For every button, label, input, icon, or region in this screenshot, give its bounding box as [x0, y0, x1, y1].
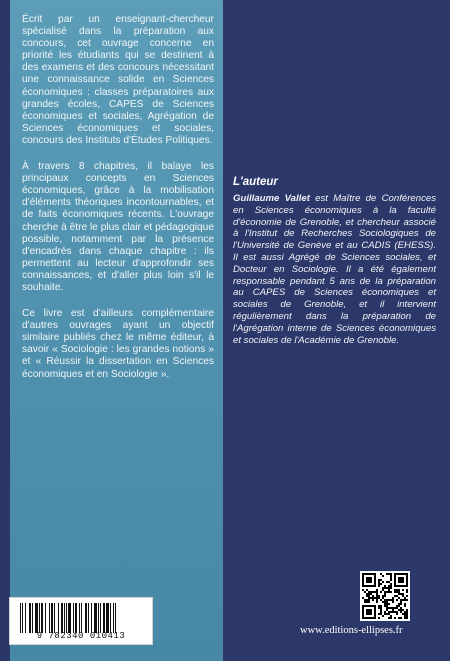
qr-module: [378, 581, 380, 583]
qr-module: [384, 599, 386, 601]
qr-module: [400, 601, 402, 603]
qr-module: [380, 605, 382, 607]
qr-finder: [366, 577, 372, 583]
qr-module: [390, 607, 392, 609]
barcode-bar: [32, 603, 33, 633]
qr-module: [398, 597, 400, 599]
barcode-bar: [54, 603, 55, 633]
qr-module: [398, 617, 400, 619]
barcode-bar: [22, 603, 23, 633]
qr-module: [400, 617, 402, 619]
qr-module: [362, 589, 364, 591]
qr-module: [388, 617, 390, 619]
qr-module: [406, 599, 408, 601]
qr-module: [388, 587, 390, 589]
qr-module: [406, 613, 408, 615]
qr-module: [392, 611, 394, 613]
qr-module: [394, 617, 396, 619]
qr-module: [388, 611, 390, 613]
qr-module: [370, 591, 372, 593]
qr-module: [402, 593, 404, 595]
qr-module: [402, 589, 404, 591]
qr-module: [382, 595, 384, 597]
qr-module: [404, 597, 406, 599]
qr-module: [406, 609, 408, 611]
qr-module: [404, 603, 406, 605]
book-description: [22, 14, 214, 395]
description-paragraph-3: Ce livre est d'ailleurs complémentaire d'autres ouvrages ayant un objectif similaire publiés chez le même éditeur, à savoir « Sociologie : les grandes notions » et « Réussir la dissertation en Sciences économiques et en Sociologie ».: [22, 308, 214, 380]
qr-module: [390, 611, 392, 613]
qr-module: [380, 599, 382, 601]
qr-module: [400, 607, 402, 609]
barcode-bar: [29, 603, 31, 633]
qr-module: [384, 593, 386, 595]
barcode-bar: [115, 603, 116, 633]
qr-module: [368, 601, 370, 603]
qr-module: [384, 613, 386, 615]
qr-module: [390, 617, 392, 619]
qr-module: [406, 589, 408, 591]
qr-module: [378, 597, 380, 599]
barcode-bar: [73, 603, 74, 633]
qr-module: [378, 579, 380, 581]
qr-module: [386, 613, 388, 615]
qr-module: [368, 599, 370, 601]
qr-module: [402, 599, 404, 601]
qr-module: [382, 581, 384, 583]
qr-module: [404, 599, 406, 601]
qr-module: [394, 607, 396, 609]
barcode-bar: [81, 603, 82, 633]
qr-module: [386, 581, 388, 583]
qr-module: [390, 591, 392, 593]
qr-module: [390, 583, 392, 585]
qr-module: [384, 595, 386, 597]
qr-module: [390, 615, 392, 617]
qr-module: [404, 611, 406, 613]
description-paragraph-1: Écrit par un enseignant-chercheur spécialisé dans la préparation aux concours, cet ouvrage concerne en priorité les étudiants qui se destinent à des examens et des concours nécessitant une connaissance solide en Sciences économiques : classes préparatoires aux grandes écoles, CAPES de Sciences économiques et sociales, Agrégation de Sciences économiques et sociales, concours des Instituts d'Études Politiques.: [22, 14, 214, 146]
qr-module: [384, 585, 386, 587]
qr-module: [394, 595, 396, 597]
qr-module: [378, 613, 380, 615]
qr-module: [388, 585, 390, 587]
qr-module: [376, 595, 378, 597]
qr-module: [390, 573, 392, 575]
qr-module: [374, 591, 376, 593]
qr-module: [390, 585, 392, 587]
barcode-bars: [20, 603, 142, 633]
barcode-bar: [68, 603, 71, 633]
qr-module: [366, 599, 368, 601]
qr-module: [370, 597, 372, 599]
author-name: Guillaume Vallet: [233, 193, 310, 204]
qr-module: [388, 613, 390, 615]
qr-finder: [366, 609, 372, 615]
qr-module: [388, 603, 390, 605]
qr-module: [380, 613, 382, 615]
qr-module: [372, 595, 374, 597]
barcode-bar: [79, 603, 80, 633]
qr-module: [390, 599, 392, 601]
qr-module: [378, 607, 380, 609]
qr-module: [380, 573, 382, 575]
qr-module: [386, 601, 388, 603]
qr-module: [392, 599, 394, 601]
qr-module: [376, 599, 378, 601]
qr-module: [388, 607, 390, 609]
qr-module: [380, 609, 382, 611]
qr-module: [388, 573, 390, 575]
author-heading: L'auteur: [233, 176, 278, 188]
barcode-bar: [61, 603, 63, 633]
qr-module: [368, 595, 370, 597]
qr-module: [378, 583, 380, 585]
qr-module: [396, 591, 398, 593]
qr-module: [404, 615, 406, 617]
qr-module: [406, 595, 408, 597]
qr-module: [384, 587, 386, 589]
qr-module: [388, 581, 390, 583]
qr-module: [406, 591, 408, 593]
qr-module: [398, 603, 400, 605]
qr-module: [388, 599, 390, 601]
qr-finder: [398, 577, 404, 583]
qr-module: [398, 591, 400, 593]
qr-module: [368, 593, 370, 595]
qr-module: [364, 599, 366, 601]
qr-module: [392, 609, 394, 611]
barcode-bar: [110, 603, 111, 633]
qr-module: [384, 603, 386, 605]
qr-module: [406, 611, 408, 613]
qr-module: [396, 613, 398, 615]
qr-module: [372, 591, 374, 593]
qr-module: [380, 579, 382, 581]
qr-module: [396, 611, 398, 613]
qr-module: [400, 593, 402, 595]
qr-module: [402, 613, 404, 615]
barcode-bar: [58, 603, 59, 633]
barcode-bar: [35, 603, 38, 633]
qr-module: [400, 599, 402, 601]
qr-module: [384, 591, 386, 593]
qr-code: [360, 571, 410, 621]
qr-module: [372, 599, 374, 601]
barcode-bar: [25, 603, 26, 633]
qr-module: [382, 615, 384, 617]
barcode-bar: [91, 603, 92, 633]
qr-module: [366, 593, 368, 595]
qr-module: [384, 611, 386, 613]
barcode-bar: [113, 603, 114, 633]
qr-module: [388, 589, 390, 591]
qr-module: [392, 597, 394, 599]
qr-module: [390, 577, 392, 579]
qr-module: [398, 609, 400, 611]
qr-module: [406, 615, 408, 617]
qr-module: [390, 587, 392, 589]
qr-module: [386, 605, 388, 607]
description-paragraph-2: À travers 8 chapitres, il balaye les principaux concepts en Sciences économiques, grâce à la mobilisation d'éléments théoriques incontournables, et de faits économiques récents. L'ouvrage cherche à être le plus clair et pédagogique possible, notamment par la présence d'encadrés dans chaque chapitre : ils permettent au lecteur d'approfondir ses connaissances, et d'aller plus loin s'il le souhaite.: [22, 161, 214, 293]
qr-module: [402, 595, 404, 597]
qr-module: [396, 605, 398, 607]
qr-module: [398, 605, 400, 607]
barcode-bar: [100, 603, 101, 633]
qr-module: [396, 595, 398, 597]
qr-module: [376, 591, 378, 593]
qr-module: [364, 601, 366, 603]
barcode-bar: [64, 603, 65, 633]
qr-module: [384, 601, 386, 603]
qr-module: [380, 611, 382, 613]
qr-module: [388, 591, 390, 593]
barcode-bar: [103, 603, 105, 633]
barcode-bar: [41, 603, 43, 633]
qr-module: [386, 573, 388, 575]
qr-module: [396, 589, 398, 591]
qr-module: [378, 617, 380, 619]
qr-module: [394, 611, 396, 613]
qr-module: [382, 597, 384, 599]
qr-module: [392, 601, 394, 603]
qr-module: [386, 587, 388, 589]
isbn-barcode: [9, 597, 153, 645]
qr-module: [406, 617, 408, 619]
qr-module: [390, 579, 392, 581]
qr-module: [394, 591, 396, 593]
qr-module: [404, 613, 406, 615]
qr-module: [382, 589, 384, 591]
qr-module: [364, 591, 366, 593]
qr-module: [374, 597, 376, 599]
qr-module: [366, 601, 368, 603]
qr-module: [378, 605, 380, 607]
qr-module: [376, 593, 378, 595]
qr-module: [394, 589, 396, 591]
qr-module: [386, 591, 388, 593]
qr-module: [400, 609, 402, 611]
qr-module: [396, 607, 398, 609]
qr-module: [366, 595, 368, 597]
publisher-website: www.editions-ellipses.fr: [300, 625, 403, 636]
barcode-number: 9 782340 010413: [36, 631, 126, 641]
qr-module: [386, 603, 388, 605]
qr-module: [400, 611, 402, 613]
qr-module: [362, 597, 364, 599]
qr-module: [390, 575, 392, 577]
qr-module: [386, 599, 388, 601]
qr-module: [370, 593, 372, 595]
qr-module: [378, 585, 380, 587]
qr-module: [380, 583, 382, 585]
qr-module: [382, 601, 384, 603]
qr-module: [366, 589, 368, 591]
qr-module: [402, 609, 404, 611]
barcode-bar: [20, 603, 21, 633]
qr-module: [376, 589, 378, 591]
qr-module: [376, 601, 378, 603]
qr-module: [382, 575, 384, 577]
author-bio-text: est Maître de Conférences en Sciences économiques à la faculté d'économie de Grenoble, et chercheur associé à l'Institut de Recherches Sociologiques de l'Université de Genève et au CADIS (EHESS). Il est aussi Agrégé de Sciences sociales, et Docteur en Sociologie. Il a été également responsable pendant 5 ans de la préparation au CAPES de Sciences économiques et sociales de Grenoble, et il intervient régulièrement dans la préparation de l'Agrégation interne de Sciences économiques et sociales de l'Académie de Grenoble.: [233, 193, 436, 346]
qr-module: [396, 599, 398, 601]
barcode-bar: [98, 603, 99, 633]
qr-module: [386, 609, 388, 611]
qr-module: [386, 607, 388, 609]
barcode-bar: [106, 603, 109, 633]
barcode-bar: [88, 603, 89, 633]
barcode-bar: [85, 603, 87, 633]
qr-module: [400, 603, 402, 605]
qr-module: [378, 595, 380, 597]
qr-module: [368, 591, 370, 593]
qr-module: [376, 597, 378, 599]
qr-module: [382, 587, 384, 589]
qr-module: [384, 605, 386, 607]
qr-module: [368, 597, 370, 599]
barcode-bar: [45, 603, 46, 633]
barcode-bar: [94, 603, 97, 633]
barcode-bar: [51, 603, 53, 633]
qr-module: [404, 617, 406, 619]
qr-module: [380, 607, 382, 609]
qr-module: [404, 605, 406, 607]
qr-module: [392, 607, 394, 609]
barcode-bar: [75, 603, 77, 633]
qr-module: [398, 589, 400, 591]
barcode-bar: [49, 603, 50, 633]
barcode-bar: [39, 603, 40, 633]
author-bio: [233, 193, 436, 346]
qr-module: [398, 593, 400, 595]
barcode-bar: [66, 603, 67, 633]
qr-module: [372, 597, 374, 599]
qr-module: [380, 591, 382, 593]
